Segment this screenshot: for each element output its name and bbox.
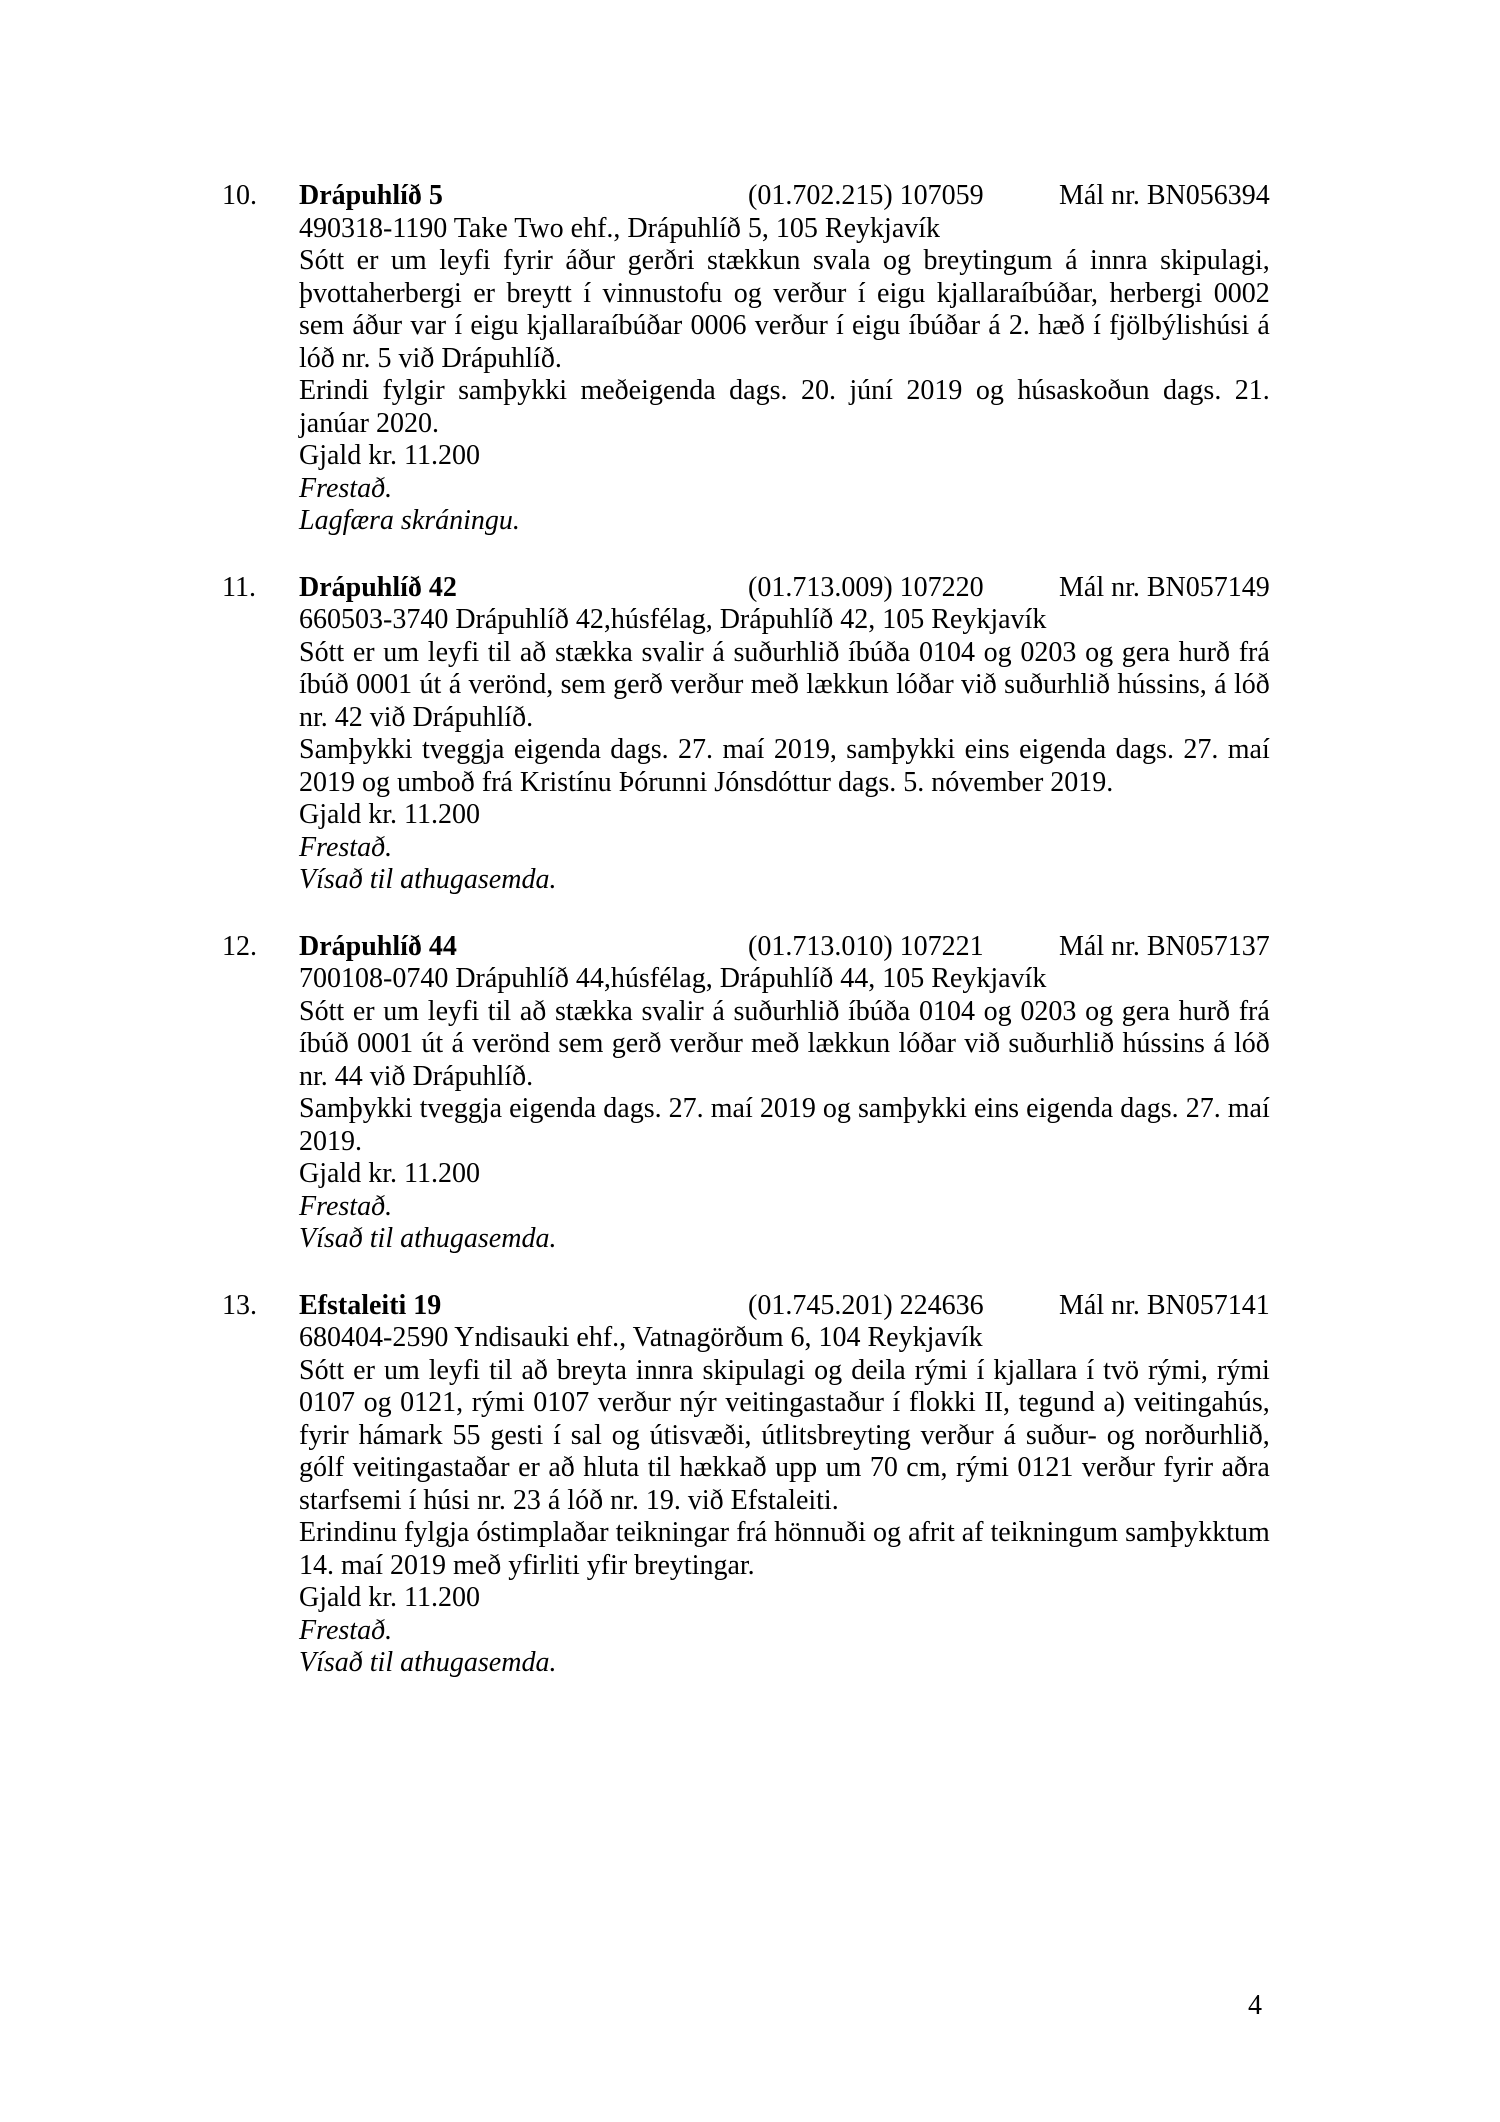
applicant-address: 680404-2590 Yndisauki ehf., Vatnagörðum 6, 104 Reykjavík [299, 1322, 983, 1353]
fee-line: Gjald kr. 11.200 [299, 1158, 480, 1189]
item-header [299, 1290, 1270, 1323]
item-description-paragraph: Samþykki tveggja eigenda dags. 27. maí 2019, samþykki eins eigenda dags. 27. maí 2019 og umboð frá Kristínu Þórunni Jónsdóttur dags. 5. nóvember 2019. [299, 734, 1270, 798]
item-case-number: Mál nr. BN057149 [1059, 571, 1270, 603]
item-case-number: Mál nr. BN057141 [1059, 1289, 1270, 1321]
item-number: 13. [222, 1289, 257, 1321]
decision-line: Frestað. [299, 1190, 393, 1222]
decision-block [299, 473, 1270, 538]
decision-line: Lagfæra skráningu. [299, 505, 520, 536]
decision-block [299, 1191, 1270, 1256]
decision-line: Vísað til athugasemda. [299, 1223, 557, 1254]
item-description-block [299, 637, 1270, 800]
agenda-item [222, 1290, 1268, 1680]
item-permit-number: (01.713.010) 107221 [748, 930, 984, 962]
item-description-paragraph: Sótt er um leyfi fyrir áður gerðri stækkun svala og breytingum á innra skipulagi, þvottaherbergi er breytt í vinnustofu og verður í eigu kjallaraíbúðar, herbergi 0002 sem áður var í eigu kjallaraíbúðar 0006 verður í eigu íbúðar á 2. hæð í fjölbýlishúsi á lóð nr. 5 við Drápuhlíð. [299, 245, 1270, 374]
item-title: Drápuhlíð 5 [299, 180, 443, 211]
item-body [299, 572, 1270, 897]
item-description-block [299, 1355, 1270, 1583]
item-description-paragraph: Erindinu fylgja óstimplaðar teikningar frá hönnuði og afrit af teikningum samþykktum 14. maí 2019 með yfirliti yfir breytingar. [299, 1517, 1270, 1581]
decision-block [299, 1615, 1270, 1680]
decision-line: Frestað. [299, 831, 393, 863]
item-description-paragraph: Samþykki tveggja eigenda dags. 27. maí 2019 og samþykki eins eigenda dags. 27. maí 2019. [299, 1093, 1270, 1157]
item-number: 10. [222, 180, 257, 211]
item-description-paragraph: Erindi fylgir samþykki meðeigenda dags. 20. júní 2019 og húsaskoðun dags. 21. janúar 2020. [299, 375, 1270, 439]
item-header [299, 180, 1270, 213]
decision-line: Frestað. [299, 472, 393, 504]
item-case-number: Mál nr. BN057137 [1059, 930, 1270, 962]
item-body [299, 1290, 1270, 1680]
decision-line: Vísað til athugasemda. [299, 864, 557, 895]
fee-line: Gjald kr. 11.200 [299, 440, 480, 471]
decision-line: Frestað. [299, 1614, 393, 1646]
applicant-address: 700108-0740 Drápuhlíð 44,húsfélag, Drápuhlíð 44, 105 Reykjavík [299, 963, 1047, 994]
fee-line: Gjald kr. 11.200 [299, 799, 480, 830]
item-title: Drápuhlíð 42 [299, 571, 457, 603]
item-header [299, 572, 1270, 605]
item-title: Drápuhlíð 44 [299, 930, 457, 962]
item-permit-number: (01.702.215) 107059 [748, 180, 984, 211]
decision-line: Vísað til athugasemda. [299, 1647, 557, 1678]
item-header [299, 931, 1270, 964]
item-number: 12. [222, 930, 257, 962]
item-description-paragraph: Sótt er um leyfi til að breyta innra skipulagi og deila rými í kjallara í tvö rými, rými 0107 og 0121, rými 0107 verður nýr veitingastaður í flokki II, tegund a) veitingahús, fyrir hámark 55 gesti í sal og útisvæði, útlitsbreyting verður á suður- og norðurhlið, gólf veitingastaðar er að hluta til hækkað upp um 70 cm, rými 0121 verður fyrir aðra starfsemi í húsi nr. 23 á lóð nr. 19. við Efstaleiti. [299, 1354, 1270, 1516]
item-title: Efstaleiti 19 [299, 1289, 442, 1321]
item-body [299, 180, 1270, 538]
item-description-paragraph: Sótt er um leyfi til að stækka svalir á suðurhlið íbúða 0104 og 0203 og gera hurð frá íbúð 0001 út á verönd sem gerð verður með lækkun lóðar við suðurhlið hússins á lóð nr. 44 við Drápuhlíð. [299, 995, 1270, 1092]
agenda-item [222, 180, 1268, 538]
item-description-block [299, 245, 1270, 440]
item-number: 11. [222, 571, 256, 603]
item-body [299, 931, 1270, 1256]
fee-line: Gjald kr. 11.200 [299, 1582, 480, 1613]
applicant-address: 660503-3740 Drápuhlíð 42,húsfélag, Drápuhlíð 42, 105 Reykjavík [299, 604, 1047, 635]
applicant-address: 490318-1190 Take Two ehf., Drápuhlíð 5, 105 Reykjavík [299, 212, 941, 244]
item-permit-number: (01.713.009) 107220 [748, 571, 984, 603]
decision-block [299, 832, 1270, 897]
agenda-item [222, 931, 1268, 1256]
item-case-number: Mál nr. BN056394 [1059, 180, 1270, 211]
agenda-items-list [222, 180, 1268, 1714]
item-permit-number: (01.745.201) 224636 [748, 1289, 984, 1321]
item-description-block [299, 996, 1270, 1159]
agenda-item [222, 572, 1268, 897]
item-description-paragraph: Sótt er um leyfi til að stækka svalir á suðurhlið íbúða 0104 og 0203 og gera hurð frá íbúð 0001 út á verönd, sem gerð verður með lækkun lóðar við suðurhlið hússins, á lóð nr. 42 við Drápuhlíð. [299, 636, 1270, 733]
page-number: 4 [1248, 1990, 1262, 2021]
